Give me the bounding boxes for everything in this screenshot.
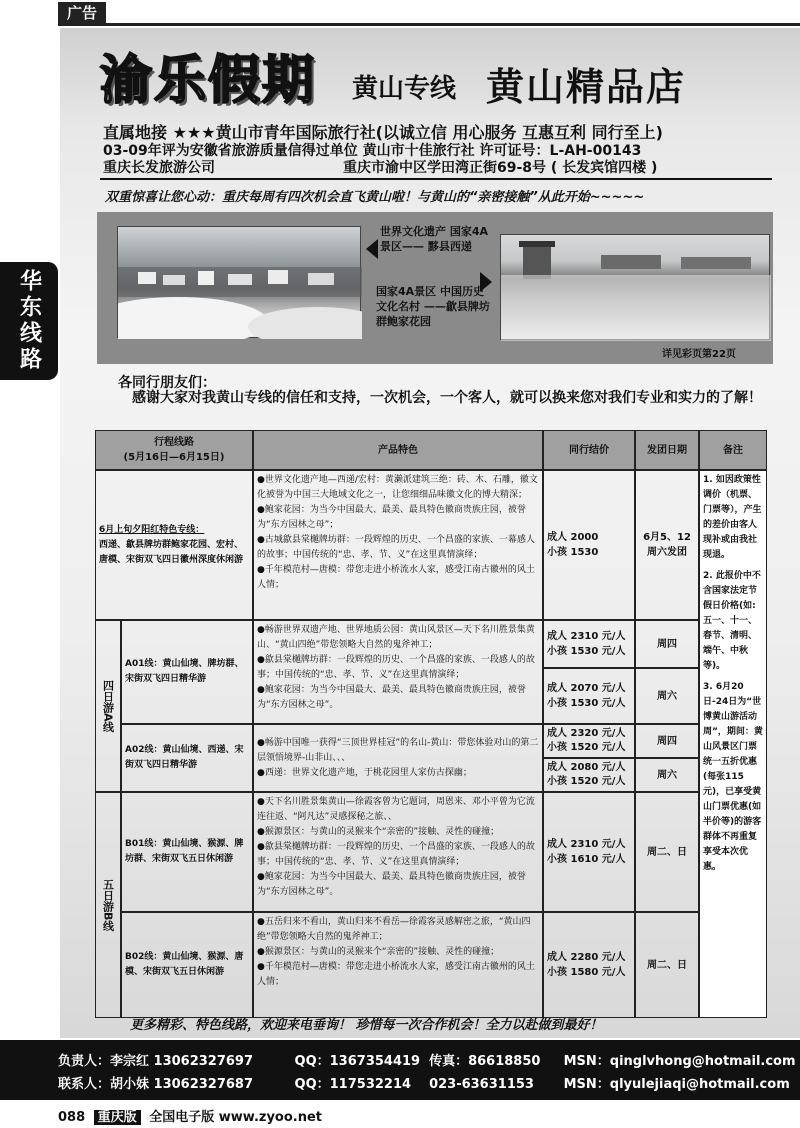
contact-person: 联系人：胡小妹 13062327687 [58, 1077, 254, 1092]
a01-route: A01线：黄山仙境、牌坊群、宋街双飞四日精华游 [121, 620, 253, 724]
header-route-dates: (5月16日—6月15日) [123, 452, 225, 463]
row1-price [543, 470, 635, 620]
contact-row-1 [58, 1050, 796, 1069]
a02-price-1 [543, 724, 635, 758]
list-item: ●西递：世界文化遗产地，于桃花园里人家仿古探幽； [257, 767, 472, 778]
intro-text: 感谢大家对我黄山专线的信任和支持，一次机会，一个客人，就可以换来您对我们专业和实力的了解！ [132, 390, 762, 406]
list-item: ●猴源景区：与黄山的灵猴来个“亲密的”接触、灵性的碰撞； [257, 947, 500, 957]
contact-bar [0, 1040, 800, 1100]
price-child: 小孩 1530 元/人 [547, 646, 626, 657]
website-link[interactable]: 全国电子版 www.zyoo.net [149, 1110, 323, 1125]
a01-features [253, 620, 543, 724]
photo-note: 详见彩页第22页 [662, 349, 736, 360]
brand-subtitle: 黄山专线 [352, 74, 457, 104]
header-departure: 发团日期 [635, 430, 699, 470]
price-child: 小孩 1530 [547, 547, 599, 558]
note-item: 3. 6月20日-24日为“世博黄山游活动周”，期间：黄山风景区门票统一五折优惠(每张115元)，已享受黄山门票优惠(如半价等)的游客群体不再重复享受本次优惠。 [703, 682, 763, 872]
list-item: ●世界文化遗产地—西递/宏村：黄濑派建筑三绝：砖、木、石雕，徽文化被誉为中国三大地域文化之一，让您细细品味徽文化的博大精深； [257, 475, 538, 500]
a02-route: A02线：黄山仙境、西递、宋街双飞四日精华游 [121, 724, 253, 792]
a02-price-2 [543, 758, 635, 792]
header-features: 产品特色 [253, 430, 543, 470]
brand-logo: 渝乐假期 [100, 51, 317, 111]
company-address: 重庆市渝中区学田湾正街69-8号 ( 长发宾馆四楼 ) [343, 160, 658, 176]
manager-msn[interactable]: MSN：qinglvhong@hotmail.com [563, 1054, 796, 1069]
price-child: 小孩 1520 元/人 [547, 776, 626, 787]
side-category-tab[interactable]: 华东线路 [0, 262, 58, 380]
arrow-left-icon [366, 239, 378, 259]
list-item: ●天下名川胜景集黄山—徐霞客曾为它题词，周恩来、邓小平曾为它流连往返、“阿凡达”灵感探秘之旅、、 [257, 797, 535, 822]
slogan: 双重惊喜让您心动：重庆每周有四次机会直飞黄山啦！与黄山的“亲密接触”从此开始~~~~~ [105, 190, 645, 205]
a02-departure-2: 周六 [635, 758, 699, 792]
header-route-label: 行程线路 [154, 437, 194, 448]
b01-departure: 周二、日 [635, 792, 699, 912]
b01-price [543, 792, 635, 912]
closing-slogan: 更多精彩、特色线路，欢迎来电垂询！ 珍惜每一次合作机会！全力以赴做到最好！ [130, 1018, 603, 1033]
header-price: 同行结价 [543, 430, 635, 470]
archway-photo [500, 234, 770, 340]
b02-route: B02线：黄山仙境、猴源、唐模、宋街双飞五日休闲游 [121, 912, 253, 1018]
manager-qq: QQ：1367354419 [294, 1054, 421, 1069]
contact-qq: QQ：117532214 [294, 1077, 412, 1092]
greeting: 各同行朋友们： [118, 375, 216, 391]
price-adult: 成人 2280 元/人 [547, 952, 626, 963]
a02-departure-1: 周四 [635, 724, 699, 758]
header-line-1: 直属地接 ★★★黄山市青年国际旅行社(以诚立信 用心服务 互惠互利 同行至上) [103, 123, 663, 142]
header-route [95, 430, 253, 470]
contact-row-2 [58, 1073, 790, 1092]
photo-caption-2: 国家4A景区 中国历史文化名村 ——歙县牌坊群鲍家花园 [376, 285, 490, 328]
arrow-right-icon [480, 272, 492, 292]
price-adult: 成人 2310 元/人 [547, 631, 626, 642]
list-item: ●鲍家花园：为当今中国最大、最美、最具特色徽商贵族庄园，被誉为“东方园林之母”。 [257, 685, 526, 710]
list-item: ●歙县棠樾牌坊群：一段辉煌的历史、一个昌盛的家族、一段感人的故事；中国传统的“忠、孝、节、义”在这里真情演绎； [257, 655, 535, 680]
row1-route-desc: 西递、歙县牌坊群鲍家花园、宏村、唐模、宋街双飞四日徽州深度休闲游 [99, 539, 244, 565]
list-item: ●鲍家花园：为当今中国最大、最美、最具特色徽商贵族庄园，被誉为“东方园林之母”。 [257, 872, 526, 897]
price-adult: 成人 2320 元/人 [547, 728, 626, 739]
header-divider [100, 178, 772, 180]
fax-number: 传真：86618850 [429, 1054, 541, 1069]
price-adult: 成人 2080 元/人 [547, 762, 626, 773]
list-item: ●畅游世界双遗产地、世界地质公园：黄山风景区—天下名川胜景集黄山、“黄山四绝”带您领略大自然的鬼斧神工； [257, 625, 535, 650]
b02-features [253, 912, 543, 1018]
row1-route-title: 6月上旬夕阳红特色专线： [99, 524, 205, 535]
price-adult: 成人 2310 元/人 [547, 839, 626, 850]
a01-price-2 [543, 668, 635, 724]
list-item: ●鲍家花园：为当今中国最大、最美、最具特色徽商贵族庄园，被誉为“东方园林之母”； [257, 505, 526, 530]
b01-features [253, 792, 543, 912]
header-notes: 备注 [699, 430, 767, 470]
a01-departure-1: 周四 [635, 620, 699, 668]
group-b-label: 五日游B线 [95, 792, 121, 1018]
price-child: 小孩 1530 元/人 [547, 698, 626, 709]
manager-contact: 负责人：李宗红 13062327697 [58, 1054, 254, 1069]
row1-features [253, 470, 543, 620]
village-photo [117, 226, 361, 338]
row1-departure: 6月5、12 周六发团 [635, 470, 699, 620]
notes-column [699, 470, 767, 1018]
page-number: 088 [58, 1110, 86, 1125]
b01-route: B01线：黄山仙境、猴源、牌坊群、宋街双飞五日休闲游 [121, 792, 253, 912]
list-item: ●五岳归来不看山，黄山归来不看岳—徐霞客灵感解密之旅，“黄山四绝”带您领略大自然的鬼斧神工； [257, 917, 531, 942]
a02-features [253, 724, 543, 792]
list-item: ●猴源景区：与黄山的灵猴来个“亲密的”接触、灵性的碰撞； [257, 827, 500, 837]
photo-caption-1: 世界文化遗产 国家4A景区—— 黟县西递 [380, 225, 488, 253]
price-child: 小孩 1610 元/人 [547, 854, 626, 865]
ad-tag: 广告 [58, 2, 106, 24]
list-item: ●畅游中国唯一获得“三顶世界桂冠”的名山-黄山：带您体验对山的第二层领悟境界-山非山、、、 [257, 737, 539, 763]
row1-route [95, 470, 253, 620]
contact-msn[interactable]: MSN：qlyulejiaqi@hotmail.com [563, 1077, 790, 1092]
company-name: 重庆长发旅游公司 [103, 160, 215, 176]
price-adult: 成人 2070 元/人 [547, 683, 626, 694]
price-child: 小孩 1580 元/人 [547, 967, 626, 978]
list-item: ●古城歙县棠樾牌坊群：一段辉煌的历史、一个昌盛的家族、一幕感人的故事；中国传统的“忠、孝、节、义”在这里真情演绎； [257, 535, 535, 560]
note-item: 1. 如因政策性调价（机票、门票等），产生的差价由客人现补或由我社现退。 [703, 475, 762, 560]
phone-number: 023-63631153 [429, 1077, 534, 1092]
list-item: ●歙县棠樾牌坊群：一段辉煌的历史、一个昌盛的家族、一段感人的故事；中国传统的“忠、孝、节、义”在这里真情演绎； [257, 842, 535, 867]
page-footer [58, 1106, 322, 1125]
archway-photo-art [501, 235, 771, 341]
list-item: ●千年模范村—唐模：带您走进小桥流水人家，感受江南古徽州的风土人情； [257, 962, 535, 987]
top-rule [58, 23, 800, 26]
route-table [95, 430, 767, 1018]
note-item: 2. 此报价中不含国家法定节假日价格(如:五一、十一、春节、清明、端午、中秋等)。 [703, 571, 761, 671]
b02-departure: 周二、日 [635, 912, 699, 1018]
a01-price-1 [543, 620, 635, 668]
header-line-2: 03-09年评为安徽省旅游质量信得过单位 黄山市十佳旅行社 许可证号：L-AH-00143 [103, 143, 642, 159]
brand-store-name: 黄山精品店 [486, 64, 687, 109]
price-adult: 成人 2000 [547, 532, 599, 543]
a01-departure-2: 周六 [635, 668, 699, 724]
price-child: 小孩 1520 元/人 [547, 742, 626, 753]
list-item: ●千年模范村—唐模：带您走进小桥流水人家，感受江南古徽州的风土人情； [257, 565, 535, 590]
edition-badge: 重庆版 [94, 1110, 141, 1125]
village-photo-art [118, 227, 362, 339]
group-a-label: 四日游A线 [95, 620, 121, 792]
header-line-3 [103, 157, 658, 177]
b02-price [543, 912, 635, 1018]
